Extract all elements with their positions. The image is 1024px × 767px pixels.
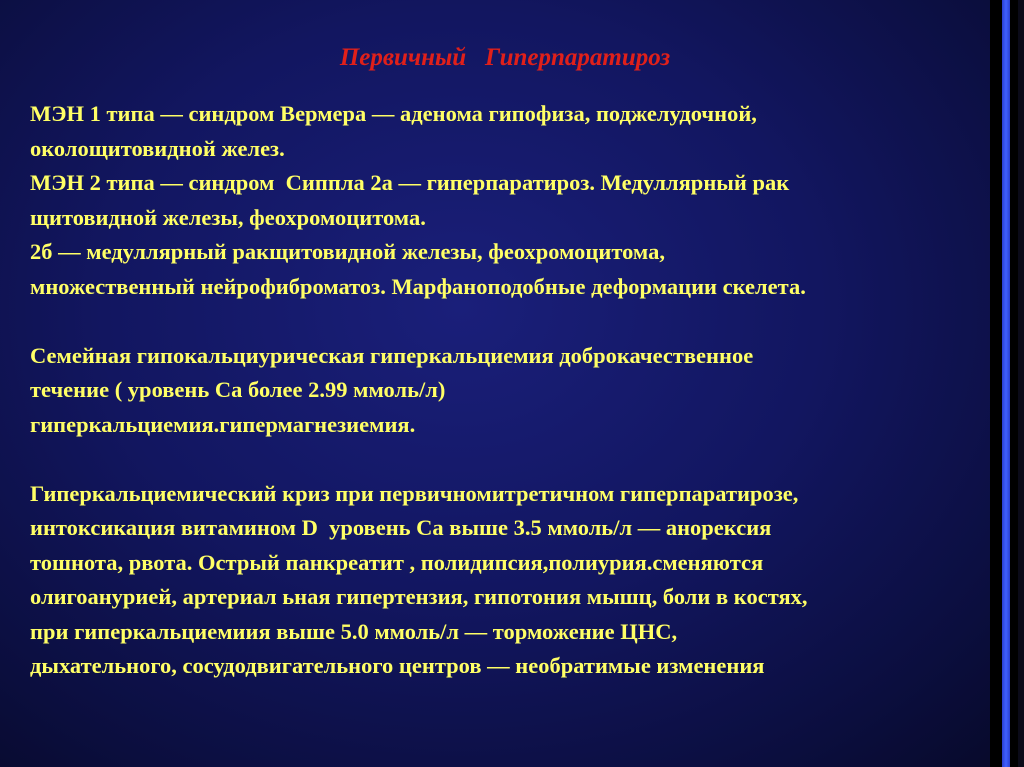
paragraph-familial-hypocalciuric [30, 339, 990, 443]
text-line: тошнота, рвота. Острый панкреатит , полидипсия,полиурия.сменяются [30, 549, 764, 575]
text-line: МЭН 1 типа — синдром Вермера — аденома гипофиза, поджелудочной, [30, 101, 757, 126]
text-line: множественный нейрофиброматоз. Марфаноподобные деформации скелета. [30, 273, 806, 299]
text-line: гиперкальциемия.гипермагнезиемия. [30, 411, 416, 437]
text-line: околощитовидной желез. [30, 135, 285, 161]
text-line: дыхательного, сосудодвигательного центров — необратимые изменения [30, 653, 765, 678]
right-accent-stripe [1002, 0, 1010, 767]
text-line: интоксикация витамином D уровень Са выше 3.5 ммоль/л — анорексия [30, 515, 772, 540]
text-line: 2б — медуллярный ракщитовидной железы, феохромоцитома, [30, 239, 665, 264]
text-line: щитовидной железы, феохромоцитома. [30, 204, 426, 230]
text-line: Гиперкальциемический криз при первичномитретичном гиперпаратирозе, [30, 480, 799, 506]
text-line: Семейная гипокальциурическая гиперкальциемия доброкачественное [30, 342, 754, 368]
paragraph-men-syndromes [30, 97, 990, 304]
paragraph-spacer [30, 304, 990, 339]
right-edge-shadow [1018, 0, 1024, 767]
text-line: при гиперкальциемиия выше 5.0 ммоль/л — торможение ЦНС, [30, 618, 678, 644]
slide-body [30, 97, 990, 684]
paragraph-spacer [30, 442, 990, 477]
text-line: МЭН 2 типа — синдром Сиппла 2а — гиперпаратироз. Медуллярный рак [30, 170, 790, 195]
paragraph-hypercalcemic-crisis [30, 477, 990, 684]
right-border-bar [990, 0, 1024, 767]
text-line: олигоанурией, артериал ьная гипертензия, гипотония мышц, боли в костях, [30, 584, 808, 609]
slide-title: Первичный Гиперпаратироз [339, 44, 671, 71]
text-line: течение ( уровень Са более 2.99 ммоль/л) [30, 377, 446, 402]
